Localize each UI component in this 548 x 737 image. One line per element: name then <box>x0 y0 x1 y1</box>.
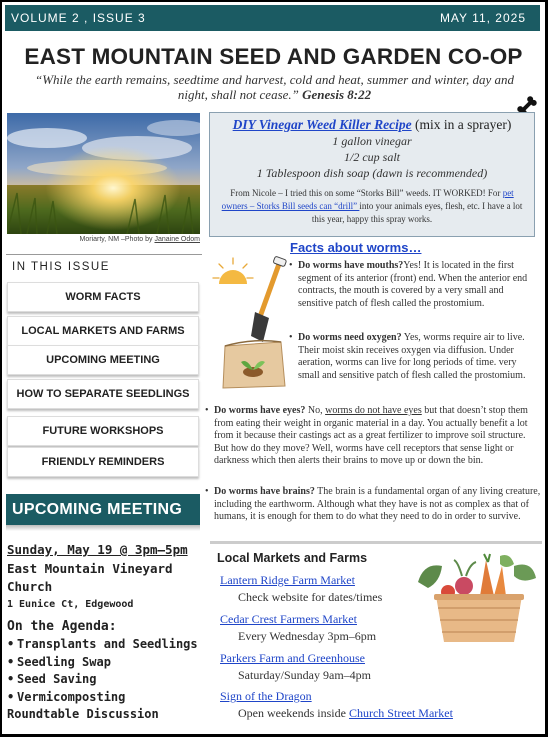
quote-text: “While the earth remains, seedtime and harvest, cold and heat, summer and winter, day and night, shall not cease.” <box>34 72 514 102</box>
market-link-cedar-crest[interactable]: Cedar Crest Farmers Market <box>220 612 357 626</box>
market-detail: Check website for dates/times <box>238 590 383 604</box>
market-link-sign-of-the-dragon[interactable]: Sign of the Dragon <box>220 689 312 703</box>
market-detail: Open weekends inside Church Street Market <box>238 706 453 720</box>
meeting-date: Sunday, May 19 @ 3pm–5pm <box>7 542 188 557</box>
issue-item-future-workshops[interactable]: FUTURE WORKSHOPS <box>7 416 199 446</box>
market-detail: Saturday/Sunday 9am–4pm <box>238 668 371 682</box>
agenda-list <box>7 636 202 724</box>
quote-reference: Genesis 8:22 <box>302 87 372 102</box>
recipe-title: DIY Vinegar Weed Killer Recipe (mix in a sprayer) <box>232 117 512 132</box>
photographer-name: Janaine Odom <box>154 236 200 243</box>
issue-item-friendly-reminders[interactable]: FRIENDLY REMINDERS <box>7 447 199 477</box>
in-this-issue-heading: IN THIS ISSUE <box>12 261 110 273</box>
recipe-title-link[interactable]: DIY Vinegar Weed Killer Recipe <box>232 117 412 132</box>
agenda-item-continuation: Roundtable Discussion <box>7 707 159 721</box>
market-detail: Every Wednesday 3pm–6pm <box>238 629 377 643</box>
agenda-item: • Seed Saving <box>7 672 97 686</box>
header-bar <box>5 5 540 31</box>
issue-item-worm-facts[interactable]: WORM FACTS <box>7 282 199 312</box>
market-link-lantern-ridge[interactable]: Lantern Ridge Farm Market <box>220 573 355 587</box>
agenda-label: On the Agenda: <box>7 619 117 634</box>
agenda-item: • Vermicomposting <box>7 689 126 704</box>
weed-killer-recipe-box <box>209 112 535 237</box>
sunset-field-photo <box>7 113 200 234</box>
fact-worm-brains: • Do worms have brains? The brain is a fundamental organ of any living creature, including the earthworm. Although what they have is not as complex as that of humans, it is enough for them to do what they need to do in order to survive. <box>205 486 541 522</box>
local-markets-heading: Local Markets and Farms <box>217 551 368 565</box>
newsletter-title: EAST MOUNTAIN SEED AND GARDEN CO-OP <box>24 44 523 69</box>
scripture-quote <box>32 72 517 102</box>
recipe-note: From Nicole – I tried this on some “Storks Bill” weeds. IT WORKED! For pet owners – Storks Bill seeds can “drill” into your animals eyes, flesh, etc. I have a lot this year, happy this spray works. <box>221 188 523 224</box>
vegetable-basket-illustration <box>414 552 538 644</box>
church-street-market-link[interactable]: Church Street Market <box>348 706 453 720</box>
heading-shadow <box>6 525 200 531</box>
fact-worm-mouths: • Do worms have mouths?Yes! It is located in the first segment of its anterior (front) end. When the anterior end contracts, the mouth is covered by a very small and sensitive patch of flesh called the prostomium. <box>289 260 528 309</box>
upcoming-meeting-heading: UPCOMING MEETING <box>6 494 200 525</box>
fact-worm-eyes: • Do worms have eyes? No, worms do not have eyes but that doesn’t stop them from eating their weight in organic material in a day. You actually benefit a lot from it because their castings act as a great fertilizer to improve soil structure. But how do they move? Well, worms have cell receptors that sense light or darkness which then alerts their brains to move up or down the bin. <box>205 405 528 466</box>
meeting-address: 1 Eunice Ct, Edgewood <box>7 599 134 610</box>
ingredient: 1/2 cup salt <box>344 150 400 164</box>
fact-worm-oxygen: • Do worms need oxygen? Yes, worms require air to live. Their moist skin receives oxygen via diffusion. Under aeration, worms can live for long periods of time. very small and sensitive patch of flesh called the prostomium. <box>289 332 526 381</box>
newsletter-page <box>2 2 545 734</box>
volume-issue: VOLUME 2 , ISSUE 3 <box>11 11 146 25</box>
issue-item-separate-seedlings[interactable]: HOW TO SEPARATE SEEDLINGS <box>7 379 199 409</box>
agenda-item: • Transplants and Seedlings <box>7 637 198 651</box>
agenda-item: • Seedling Swap <box>7 654 111 669</box>
garden-shovel-illustration <box>211 254 301 394</box>
ingredient: 1 gallon vinegar <box>332 134 412 148</box>
issue-item-local-markets[interactable]: LOCAL MARKETS AND FARMS <box>7 316 199 346</box>
issue-date: MAY 11, 2025 <box>439 11 526 25</box>
market-link-parkers-farm[interactable]: Parkers Farm and Greenhouse <box>220 651 365 665</box>
photo-caption: Moriarty, NM –Photo by Janaine Odom <box>79 236 200 243</box>
divider <box>6 254 202 255</box>
issue-item-upcoming-meeting[interactable]: UPCOMING MEETING <box>7 345 199 375</box>
ingredient: 1 Tablespoon dish soap (dawn is recommended) <box>256 166 488 180</box>
meeting-location: East Mountain Vineyard Church <box>7 561 173 594</box>
upcoming-meeting-details <box>7 542 202 724</box>
section-divider <box>210 541 542 544</box>
worm-facts-title[interactable]: Facts about worms… <box>290 240 422 255</box>
storks-bill-link[interactable]: pet owners – Storks Bill seeds can “drill” <box>221 188 514 211</box>
